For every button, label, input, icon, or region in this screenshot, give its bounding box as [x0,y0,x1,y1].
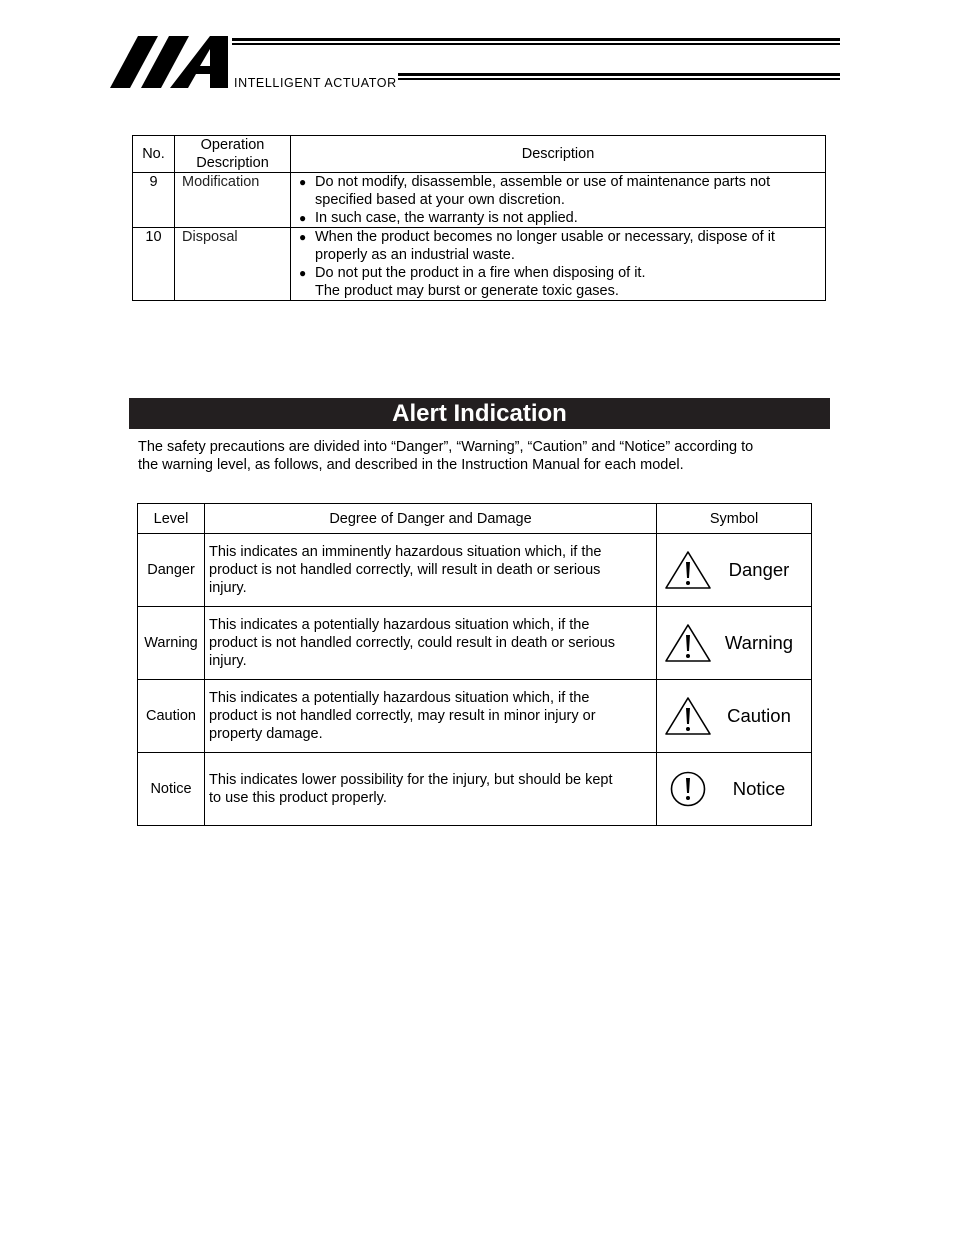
warning-triangle-icon [664,696,712,736]
bullet-icon: ● [299,211,307,225]
degree-line: product is not handled correctly, may result in minor injury or [209,708,596,724]
operations-table [132,135,826,301]
symbol-label: Notice [732,778,786,799]
row-no: 9 [133,173,175,228]
symbol-label: Warning [724,632,794,653]
alert-levels-table [137,503,812,826]
alerts-header-row [138,504,812,534]
bullet-text: When the product becomes no longer usable or necessary, dispose of it [315,229,775,245]
degree-cell [205,680,657,753]
bullet-text: Do not put the product in a fire when disposing of it. [315,265,646,281]
header-rule-bottom-1 [398,73,840,76]
header-degree: Degree of Danger and Damage [205,504,657,534]
bullet-continuation: specified based at your own discretion. [315,192,565,208]
notice-circle-icon [664,769,712,809]
symbol-label: Caution [727,705,791,726]
degree-line: injury. [209,653,247,669]
level-cell: Danger [138,534,205,607]
bullet-item [299,173,819,191]
intro-line: the warning level, as follows, and described in the Instruction Manual for each model. [138,457,684,473]
table-row [133,228,826,301]
bullet-continuation: The product may burst or generate toxic gases. [315,283,619,299]
degree-line: to use this product properly. [209,790,387,806]
header-symbol: Symbol [657,504,812,534]
row-operation: Modification [175,173,291,228]
warning-triangle-icon [664,623,712,663]
degree-line: This indicates a potentially hazardous situation which, if the [209,617,590,633]
degree-line: product is not handled correctly, could result in death or serious [209,635,615,651]
degree-line: property damage. [209,726,323,742]
warning-triangle-icon [664,550,712,590]
header-rule-top-2 [232,43,840,45]
bullet-icon: ● [299,175,307,189]
header-rule-top-1 [232,38,840,41]
symbol-label: Danger [728,559,790,580]
level-cell: Notice [138,753,205,826]
header-no: No. [133,136,175,173]
operations-header-row [133,136,826,173]
iai-logo-icon [110,36,232,88]
intro-paragraph [138,438,818,474]
level-cell: Warning [138,607,205,680]
section-title: Alert Indication [129,398,830,429]
degree-cell [205,607,657,680]
header-operation: Operation Description [175,136,291,173]
header-level: Level [138,504,205,534]
degree-line: product is not handled correctly, will result in death or serious [209,562,601,578]
level-cell: Caution [138,680,205,753]
bullet-icon: ● [299,230,307,244]
table-row [138,753,812,826]
symbol-cell [657,680,812,753]
bullet-item [299,209,819,227]
intro-line: The safety precautions are divided into “Danger”, “Warning”, “Caution” and “Notice” according to [138,439,754,455]
table-row [138,534,812,607]
row-operation: Disposal [175,228,291,301]
symbol-cell [657,753,812,826]
bullet-item [299,228,819,246]
bullet-icon: ● [299,266,307,280]
degree-line: This indicates a potentially hazardous situation which, if the [209,690,590,706]
table-row [133,173,826,228]
degree-line: injury. [209,580,247,596]
bullet-text: In such case, the warranty is not applied. [315,210,578,226]
bullet-continuation: properly as an industrial waste. [315,247,515,263]
header-description: Description [291,136,826,173]
row-description [291,228,826,301]
table-row [138,607,812,680]
page-header [0,0,954,100]
bullet-item [299,264,819,282]
degree-cell [205,534,657,607]
row-no: 10 [133,228,175,301]
header-rule-bottom-2 [398,78,840,80]
bullet-text: Do not modify, disassemble, assemble or use of maintenance parts not [315,174,771,190]
row-description [291,173,826,228]
company-name: INTELLIGENT ACTUATOR [234,76,397,90]
symbol-cell [657,607,812,680]
table-row [138,680,812,753]
degree-cell [205,753,657,826]
degree-line: This indicates lower possibility for the injury, but should be kept [209,772,613,788]
degree-line: This indicates an imminently hazardous situation which, if the [209,544,602,560]
symbol-cell [657,534,812,607]
